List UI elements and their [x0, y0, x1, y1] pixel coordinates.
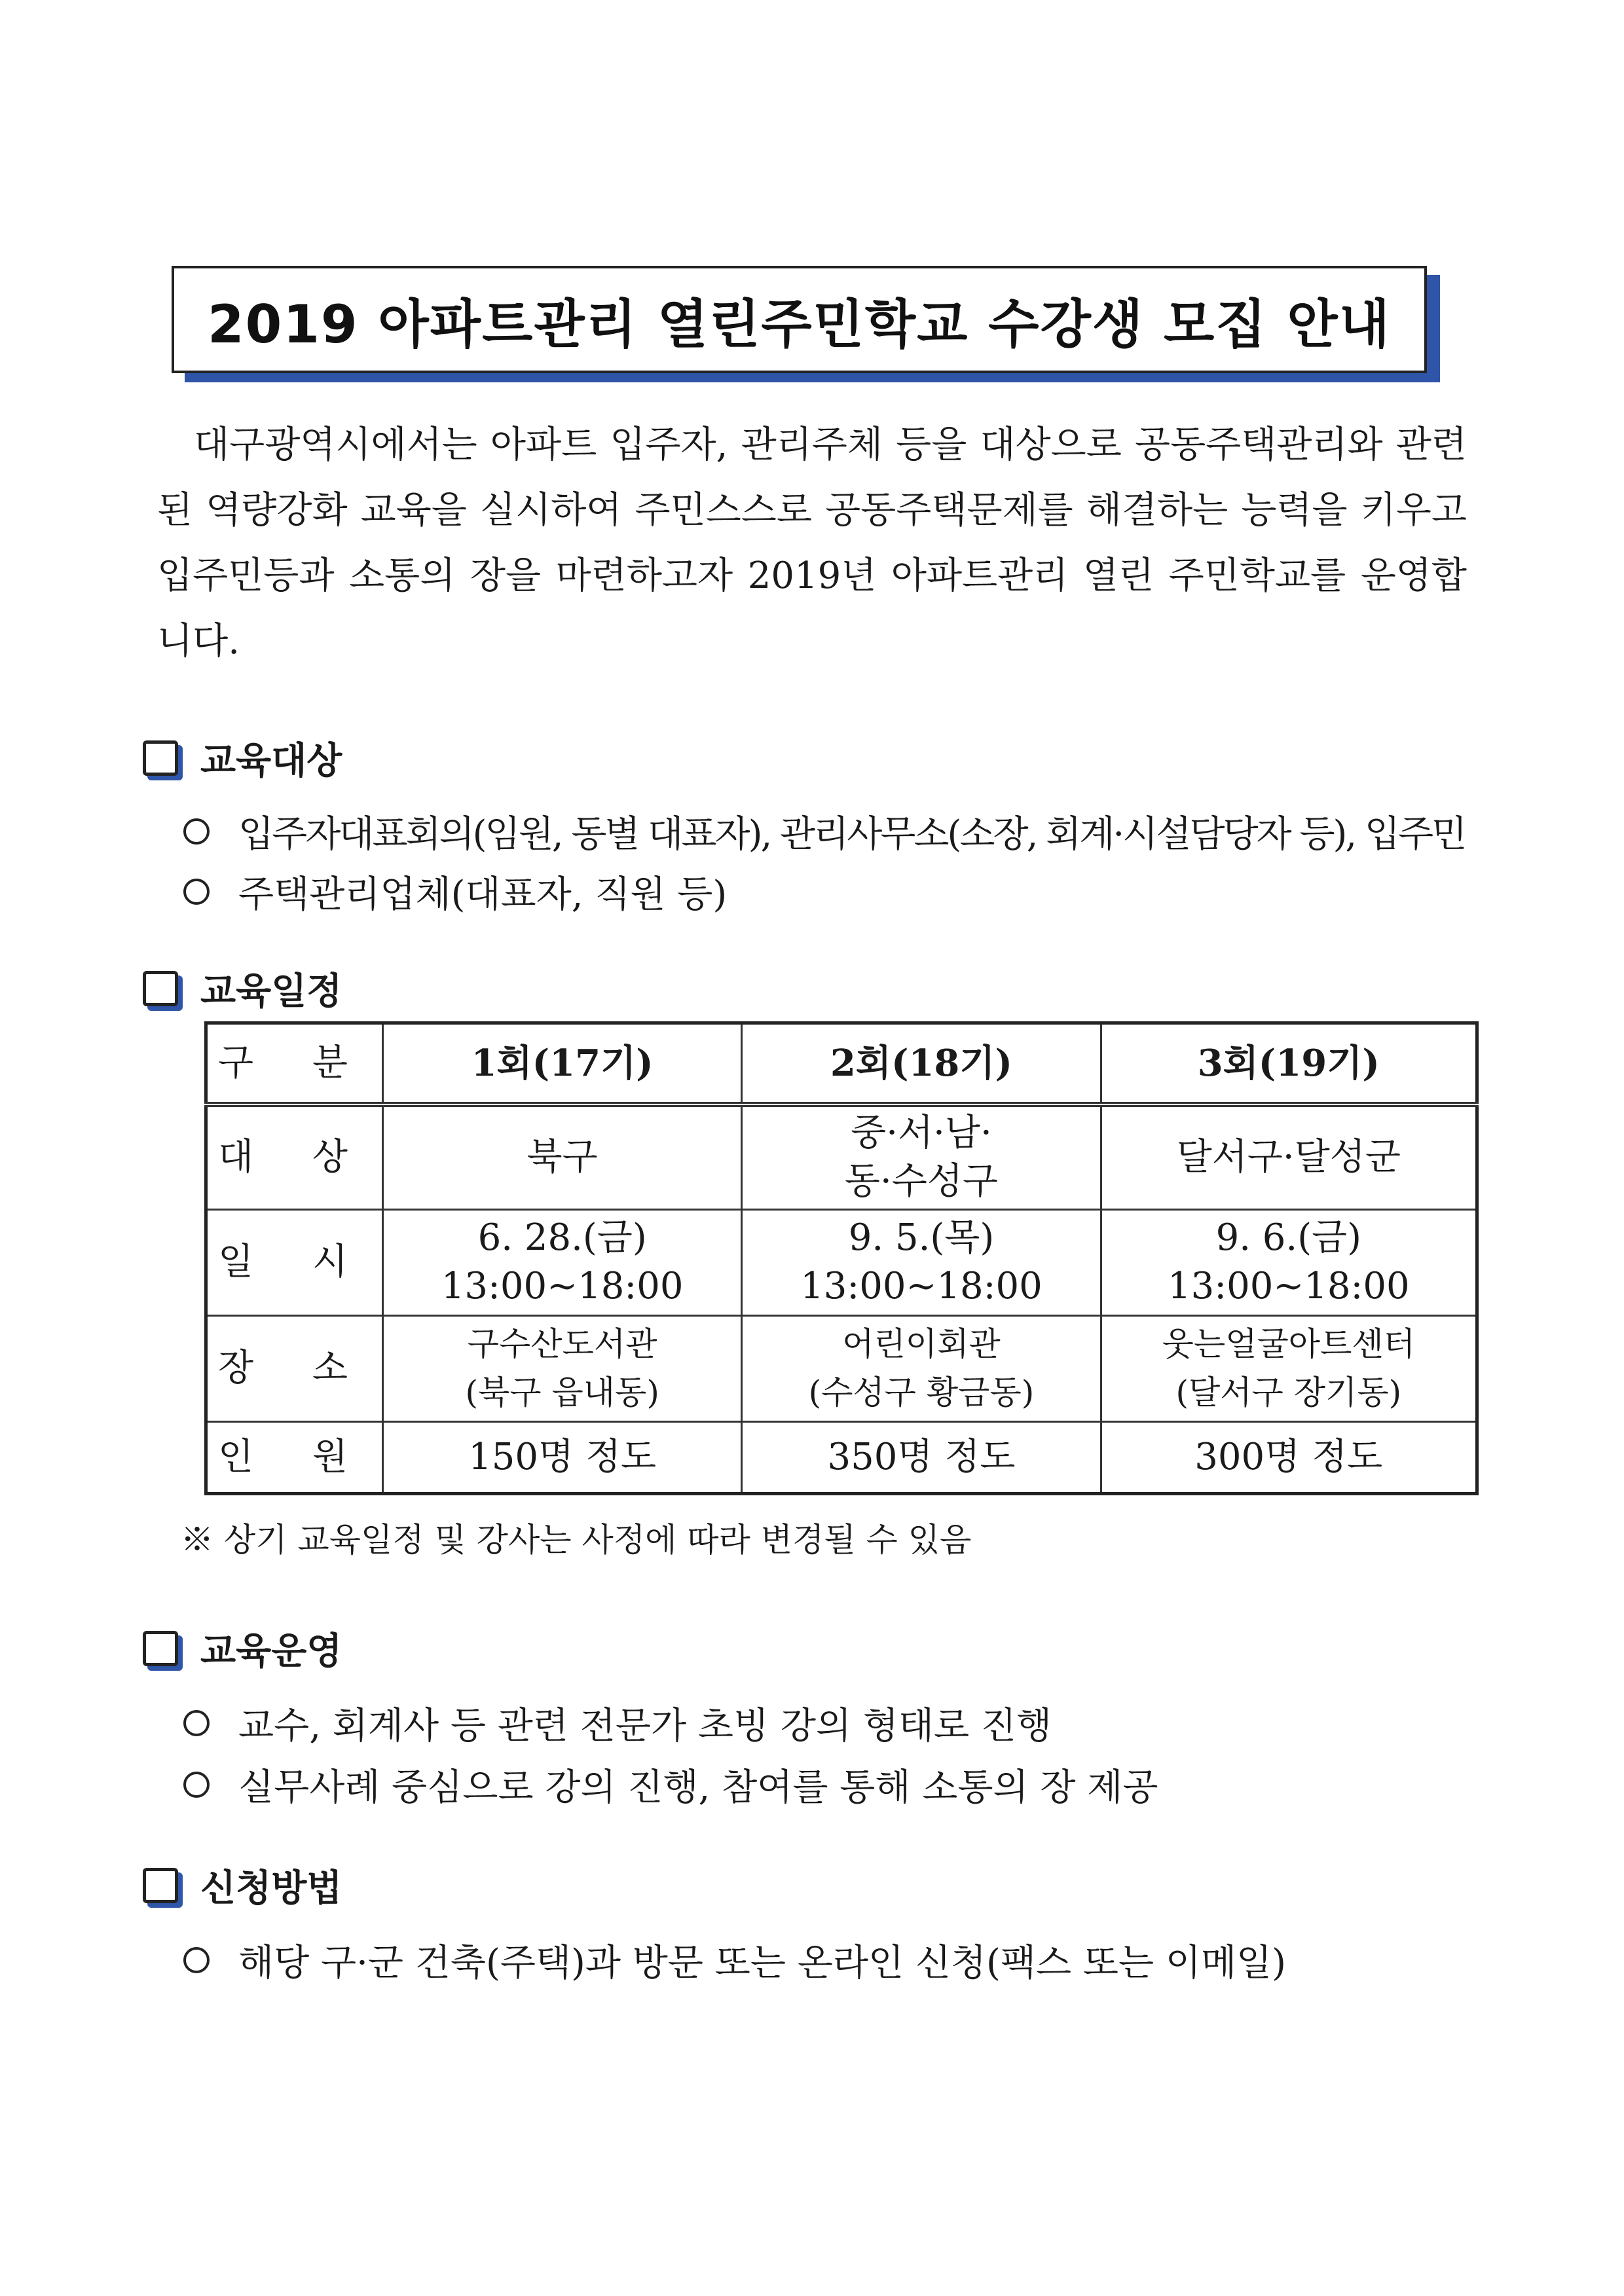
- table-row: [206, 1104, 1477, 1209]
- cell-line: 북구: [526, 1136, 598, 1179]
- cell-line: 300명 정도: [1194, 1435, 1383, 1478]
- cell-line: 중·서·남·: [851, 1112, 992, 1155]
- page-title: 2019 아파트관리 열린주민학교 수강생 모집 안내: [208, 293, 1391, 355]
- title-box: [172, 266, 1427, 373]
- cell-line: (달서구 장기동): [1175, 1374, 1402, 1412]
- cell-line: 9. 6.(금): [1215, 1216, 1362, 1259]
- cell-line: 구수산도서관: [467, 1325, 657, 1363]
- section-header-schedule: [143, 962, 342, 1015]
- circle-bullet-icon: [183, 879, 210, 905]
- table-cell: [1101, 1209, 1477, 1315]
- cell-line: 13:00~18:00: [800, 1265, 1043, 1307]
- list-item-text: 입주자대표회의(임원, 동별 대표자), 관리사무소(소장, 회계·시설담당자 등), 입주민: [238, 813, 1466, 856]
- table-header-cell: 구 분: [206, 1023, 383, 1105]
- circle-bullet-icon: [183, 1772, 210, 1798]
- row-label: 장 소: [206, 1315, 383, 1421]
- table-row: [206, 1209, 1477, 1315]
- section-header-apply: [143, 1859, 342, 1912]
- table-cell: [383, 1421, 742, 1493]
- list-item-text: 주택관리업체(대표자, 직원 등): [238, 873, 728, 916]
- table-row: [206, 1315, 1477, 1421]
- schedule-note: ※ 상기 교육일정 및 강사는 사정에 따라 변경될 수 있음: [181, 1521, 972, 1559]
- table-cell: [1101, 1315, 1477, 1421]
- cell-line: 13:00~18:00: [441, 1265, 684, 1307]
- list-item-text: 교수, 회계사 등 관련 전문가 초빙 강의 형태로 진행: [238, 1705, 1052, 1747]
- table-row: [206, 1421, 1477, 1493]
- list-item: [183, 805, 1465, 858]
- cell-line: 웃는얼굴아트센터: [1162, 1325, 1415, 1363]
- table-cell: [742, 1209, 1101, 1315]
- cell-line: 13:00~18:00: [1167, 1265, 1410, 1307]
- list-item: [183, 1934, 1286, 1986]
- list-item: [183, 866, 727, 918]
- section-label: 신청방법: [200, 1867, 342, 1910]
- row-label: 일 시: [206, 1209, 383, 1315]
- list-item: [183, 1758, 1158, 1811]
- table-header-cell: 2회(18기): [742, 1023, 1101, 1105]
- intro-paragraph: [157, 412, 1467, 674]
- section-label: 교육일정: [200, 970, 342, 1013]
- row-label: 대 상: [206, 1104, 383, 1209]
- table-cell: [1101, 1104, 1477, 1209]
- section-label: 교육대상: [200, 740, 342, 782]
- table-header-cell: 3회(19기): [1101, 1023, 1477, 1105]
- table-header-row: [206, 1023, 1477, 1105]
- section-label: 교육운영: [200, 1630, 342, 1673]
- cell-line: 9. 5.(목): [848, 1216, 995, 1259]
- list-item-text: 해당 구·군 건축(주택)과 방문 또는 온라인 신청(팩스 또는 이메일): [238, 1942, 1286, 1984]
- cell-line: 350명 정도: [827, 1435, 1016, 1478]
- cell-line: 동·수성구: [844, 1160, 999, 1203]
- table-cell: [383, 1315, 742, 1421]
- cell-line: 6. 28.(금): [477, 1216, 647, 1259]
- circle-bullet-icon: [183, 1710, 210, 1736]
- section-header-target: [143, 732, 342, 784]
- table-cell: [742, 1315, 1101, 1421]
- checkbox-icon: [143, 1631, 178, 1666]
- checkbox-icon: [143, 740, 178, 776]
- table-cell: [1101, 1421, 1477, 1493]
- cell-line: 어린이회관: [842, 1325, 1001, 1363]
- section-header-operation: [143, 1622, 342, 1675]
- table-cell: [383, 1209, 742, 1315]
- cell-line: (수성구 황금동): [808, 1374, 1035, 1412]
- row-label: 인 원: [206, 1421, 383, 1493]
- intro-text: 대구광역시에서는 아파트 입주자, 관리주체 등을 대상으로 공동주택관리와 관련된 역량강화 교육을 실시하여 주민스스로 공동주택문제를 해결하는 능력을 키우고 입주민등과 소통의 장을 마련하고자 2019년 아파트관리 열린 주민학교를 운영합니다.: [157, 424, 1467, 663]
- table-cell: [742, 1421, 1101, 1493]
- table-cell: [383, 1104, 742, 1209]
- checkbox-icon: [143, 971, 178, 1006]
- table-header-cell: 1회(17기): [383, 1023, 742, 1105]
- cell-line: 달서구·달성군: [1176, 1136, 1401, 1179]
- list-item-text: 실무사례 중심으로 강의 진행, 참여를 통해 소통의 장 제공: [238, 1766, 1158, 1809]
- schedule-table: [204, 1021, 1479, 1495]
- circle-bullet-icon: [183, 818, 210, 845]
- checkbox-icon: [143, 1868, 178, 1903]
- cell-line: (북구 읍내동): [465, 1374, 659, 1412]
- cell-line: 150명 정도: [468, 1435, 657, 1478]
- list-item: [183, 1697, 1052, 1749]
- table-cell: [742, 1104, 1101, 1209]
- circle-bullet-icon: [183, 1947, 210, 1973]
